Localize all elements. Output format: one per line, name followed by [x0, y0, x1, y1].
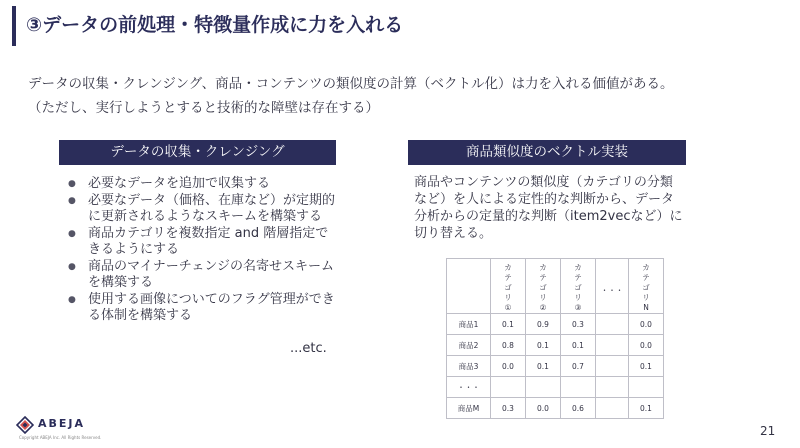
abeja-logo	[16, 416, 136, 442]
bullet-item: ● 商品カテゴリを複数指定 and 階層指定できるようにする	[68, 226, 338, 259]
matrix-cell: 0.3	[491, 398, 526, 419]
matrix-cell	[561, 377, 596, 398]
matrix-cell	[596, 398, 629, 419]
matrix-cell: 0.1	[526, 335, 561, 356]
right-panel-header: 商品類似度のベクトル実装	[408, 140, 686, 165]
matrix-row	[447, 314, 664, 335]
logo-wordmark: ABEJA	[38, 417, 86, 430]
matrix-cell: 0.6	[561, 398, 596, 419]
matrix-cell: 0.1	[526, 356, 561, 377]
matrix-column-header	[491, 259, 526, 314]
matrix-cell: 0.7	[561, 356, 596, 377]
matrix-column-header	[629, 259, 664, 314]
intro-line-1: データの収集・クレンジング、商品・コンテンツの類似度の計算（ベクトル化）は力を入れる価値がある。	[28, 76, 674, 92]
matrix-column-header	[526, 259, 561, 314]
matrix-cell	[596, 314, 629, 335]
etc-text: ...etc.	[290, 341, 327, 356]
matrix-cell: 0.1	[561, 335, 596, 356]
matrix-cell: 0.0	[491, 356, 526, 377]
matrix-cell	[629, 377, 664, 398]
matrix-cell: 0.0	[526, 398, 561, 419]
matrix-row	[447, 356, 664, 377]
matrix-cell: 0.1	[491, 314, 526, 335]
bullet-item: ● 使用する画像についてのフラグ管理ができる体制を構築する	[68, 292, 338, 325]
matrix-column-header	[561, 259, 596, 314]
left-panel-header: データの収集・クレンジング	[59, 140, 336, 165]
intro-text	[28, 72, 674, 120]
matrix-cell: 0.9	[526, 314, 561, 335]
matrix-cell: 0.8	[491, 335, 526, 356]
matrix-column-label: カテゴリ②	[539, 263, 547, 312]
page-number: 21	[760, 424, 776, 438]
matrix-row-label: ・・・	[447, 377, 491, 398]
matrix-cell: 0.3	[561, 314, 596, 335]
matrix-column-label: ・・・	[600, 286, 624, 295]
matrix-row-label: 商品1	[447, 314, 491, 335]
matrix-cell: 0.0	[629, 314, 664, 335]
bullet-item: ● 必要なデータ（価格、在庫など）が定期的に更新されるようなスキームを構築する	[68, 193, 338, 226]
matrix-column-label: カテゴリ①	[504, 263, 512, 312]
right-panel-text: 商品やコンテンツの類似度（カテゴリの分類など）を人による定性的な判断から、データ分析からの定量的な判断（item2vecなど）に切り替える。	[414, 175, 683, 241]
matrix-row-label: 商品2	[447, 335, 491, 356]
matrix-cell: 0.0	[629, 335, 664, 356]
matrix-row-label: 商品3	[447, 356, 491, 377]
matrix-row	[447, 335, 664, 356]
matrix-column-label: カテゴリN	[642, 263, 650, 312]
abeja-diamond-icon	[16, 416, 34, 434]
title-accent-bar	[12, 6, 16, 46]
matrix-cell: 0.1	[629, 398, 664, 419]
matrix-cell	[596, 335, 629, 356]
bullet-item: ● 必要なデータを追加で収集する	[68, 176, 338, 193]
matrix-row	[447, 377, 664, 398]
matrix-row	[447, 398, 664, 419]
matrix-cell: 0.1	[629, 356, 664, 377]
matrix-cell	[596, 356, 629, 377]
similarity-matrix	[446, 258, 664, 419]
slide-title: ③データの前処理・特徴量作成に力を入れる	[26, 14, 404, 36]
intro-line-2: （ただし、実行しようとすると技術的な障壁は存在する）	[28, 100, 379, 116]
matrix-cell	[596, 377, 629, 398]
bullet-item: ● 商品のマイナーチェンジの名寄せスキームを構築する	[68, 259, 338, 292]
matrix-cell	[491, 377, 526, 398]
matrix-corner-cell	[447, 259, 491, 314]
matrix-column-label: カテゴリ③	[574, 263, 582, 312]
matrix-row-label: 商品M	[447, 398, 491, 419]
matrix-cell	[526, 377, 561, 398]
left-panel-bullets	[68, 176, 338, 325]
logo-copyright: Copyright ABEJA Inc. All Rights Reserved.	[19, 435, 102, 440]
matrix-column-header	[596, 259, 629, 314]
matrix-header-row	[447, 259, 664, 314]
